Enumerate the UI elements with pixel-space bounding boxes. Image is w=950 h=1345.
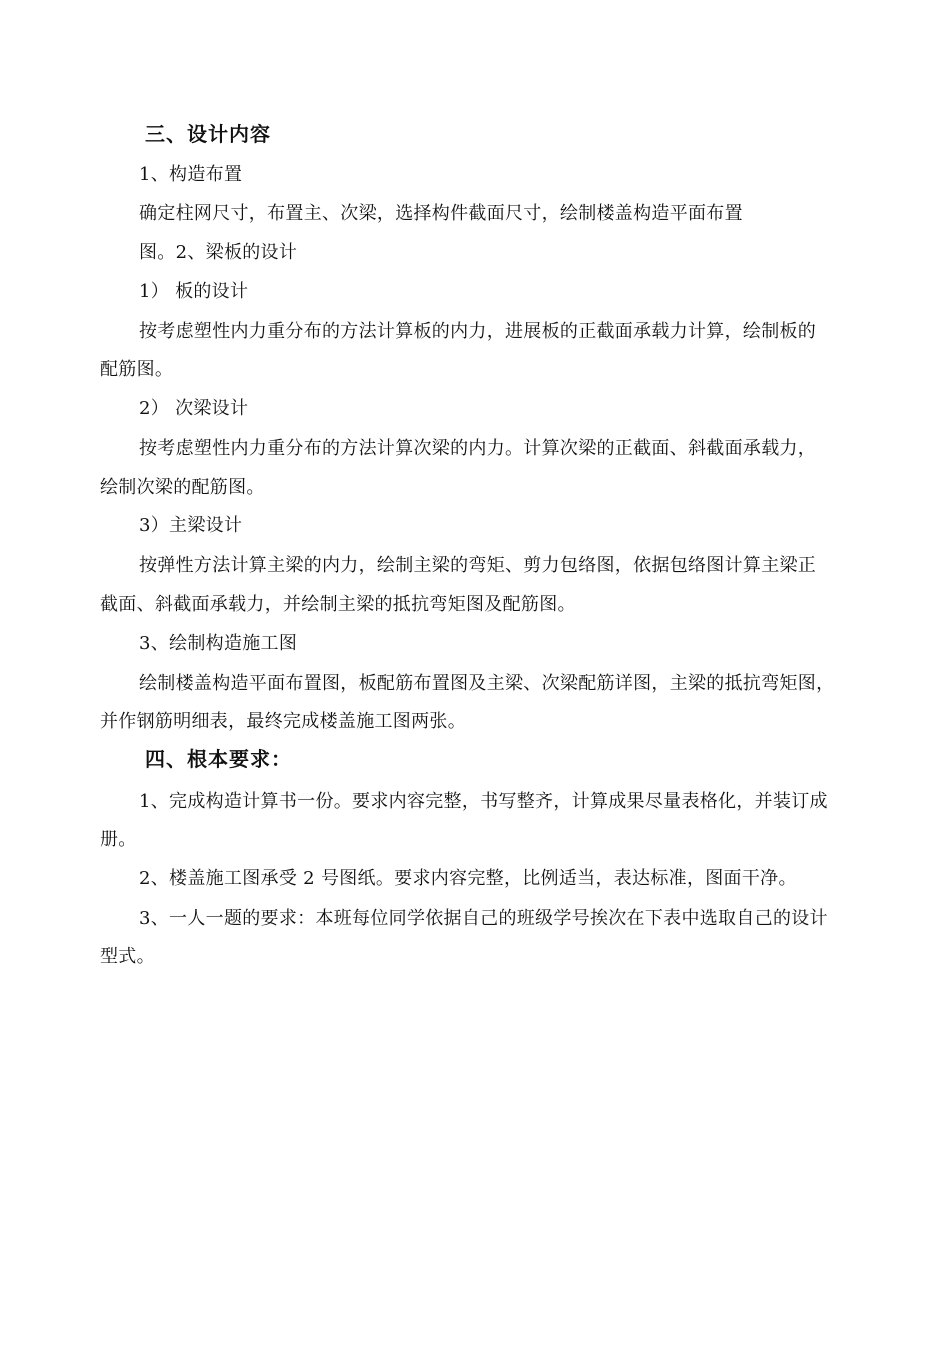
paragraph-line: 绘制次梁的配筋图。 xyxy=(100,477,265,498)
paragraph-line: 并作钢筋明细表，最终完成楼盖施工图两张。 xyxy=(100,711,466,732)
paragraph-line: 1、完成构造计算书一份。要求内容完整，书写整齐，计算成果尽量表格化，并装订成 xyxy=(139,791,828,812)
paragraph-line: 配筋图。 xyxy=(100,359,174,380)
section-heading-design-content: 三、设计内容 xyxy=(145,122,271,146)
paragraph-line: 型式。 xyxy=(100,946,155,967)
paragraph-line: 按弹性方法计算主梁的内力，绘制主梁的弯矩、剪力包络图，依据包络图计算主梁正 xyxy=(139,555,817,576)
paragraph-line: 确定柱网尺寸，布置主、次梁，选择构件截面尺寸，绘制楼盖构造平面布置 xyxy=(139,203,743,224)
paragraph-line: 2、楼盖施工图承受 2 号图纸。要求内容完整，比例适当，表达标准，图面干净。 xyxy=(139,868,797,889)
paragraph-line: 绘制楼盖构造平面布置图，板配筋布置图及主梁、次梁配筋详图，主梁的抵抗弯矩图， xyxy=(139,673,835,694)
paragraph-line: 册。 xyxy=(100,829,137,850)
paragraph-line: 截面、斜截面承载力，并绘制主梁的抵抗弯矩图及配筋图。 xyxy=(100,594,576,615)
section-heading-basic-requirements: 四、根本要求： xyxy=(145,747,292,771)
subsection-title-slab: 1） 板的设计 xyxy=(139,281,249,302)
subsection-title-layout: 1、构造布置 xyxy=(139,164,243,185)
paragraph-line: 图。2、梁板的设计 xyxy=(139,242,298,263)
subsection-title-drawings: 3、绘制构造施工图 xyxy=(139,633,298,654)
subsection-title-main-beam: 3）主梁设计 xyxy=(139,515,243,536)
paragraph-line: 按考虑塑性内力重分布的方法计算次梁的内力。计算次梁的正截面、斜截面承载力， xyxy=(139,438,817,459)
paragraph-line: 3、一人一题的要求：本班每位同学依据自己的班级学号挨次在下表中选取自己的设计 xyxy=(139,908,828,929)
paragraph-line: 按考虑塑性内力重分布的方法计算板的内力，进展板的正截面承载力计算，绘制板的 xyxy=(139,321,817,342)
subsection-title-secondary-beam: 2） 次梁设计 xyxy=(139,398,249,419)
